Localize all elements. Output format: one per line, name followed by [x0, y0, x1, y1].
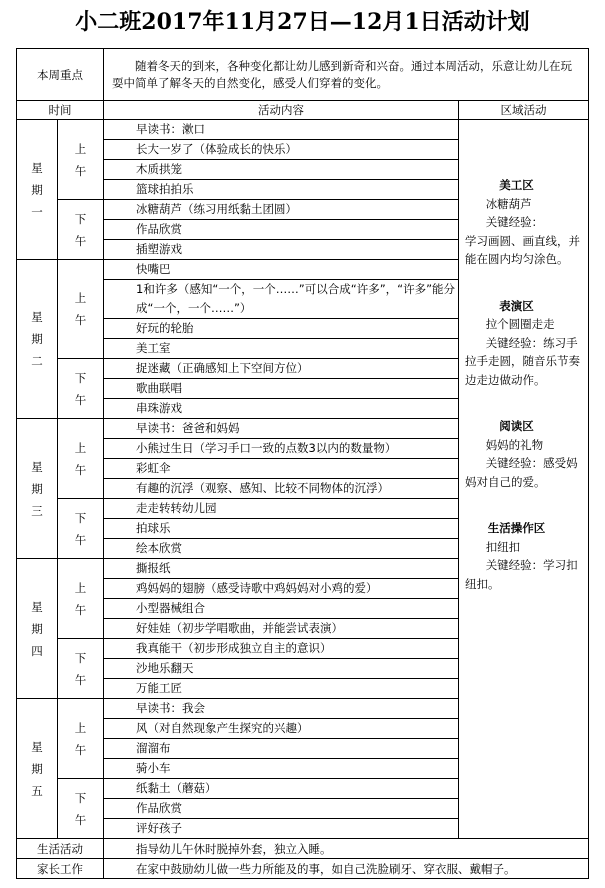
focus-text: 随着冬天的到来，各种变化都让幼儿感到新奇和兴奋。通过本周活动，乐意让幼儿在玩耍中简单了解冬天的自然变化，感受人们穿着的变化。 — [104, 49, 589, 101]
activity-item: 走走转转幼儿园 — [104, 499, 459, 519]
activity-item: 快嘴巴 — [104, 260, 459, 280]
day-label-char: 星 — [31, 160, 43, 175]
day-label — [17, 559, 58, 699]
area-exp: 关键经验： — [485, 215, 544, 229]
morning-label-char: 午 — [74, 163, 87, 178]
morning-label — [58, 419, 104, 499]
activity-item: 纸黏土（蘑菇） — [104, 779, 459, 799]
afternoon-label — [58, 359, 104, 419]
activity-item: 小型器械组合 — [104, 599, 459, 619]
activity-item: 拍球乐 — [104, 519, 459, 539]
activity-plan-table — [16, 48, 589, 879]
area-title: 美工区 — [499, 178, 534, 192]
day-label-char: 二 — [31, 354, 43, 368]
afternoon-label — [58, 200, 104, 260]
header-area: 区域活动 — [459, 101, 589, 120]
activity-item: 小熊过生日（学习手口一致的点数3以内的数量物） — [104, 439, 459, 459]
day-label — [17, 260, 58, 419]
afternoon-label-char: 下 — [74, 650, 87, 665]
activity-item: 彩虹伞 — [104, 459, 459, 479]
activity-item: 1和许多（感知“一个，一个……”可以合成“许多”，“许多”能分成“一个，一个……”） — [104, 280, 459, 319]
activity-item: 好娃娃（初步学唱歌曲，并能尝试表演） — [104, 619, 459, 639]
morning-label-char: 午 — [74, 742, 87, 757]
afternoon-label-char: 午 — [74, 532, 87, 547]
activity-item: 万能工匠 — [104, 679, 459, 699]
header-content: 活动内容 — [104, 101, 459, 120]
morning-label — [58, 699, 104, 779]
day-label-char: 星 — [31, 599, 43, 614]
activity-item: 美工室 — [104, 339, 459, 359]
day-label — [17, 699, 58, 839]
activity-item: 作品欣赏 — [104, 220, 459, 240]
activity-item: 溜溜布 — [104, 739, 459, 759]
area-block — [465, 176, 582, 269]
activity-item: 早读书：漱口 — [104, 120, 459, 140]
afternoon-label-char: 下 — [74, 790, 87, 805]
area-block — [465, 297, 582, 390]
area-block — [465, 417, 582, 491]
afternoon-label-char: 午 — [74, 812, 87, 827]
activity-item: 歌曲联唱 — [104, 379, 459, 399]
activity-item: 风（对自然现象产生探究的兴趣） — [104, 719, 459, 739]
afternoon-label-char: 下 — [74, 510, 87, 525]
day-label-char: 一 — [31, 204, 43, 219]
area-item: 扣纽扣 — [485, 539, 521, 554]
morning-label-char: 午 — [74, 462, 87, 477]
area-desc: 学习画圆、画直线，并能在圆内均匀涂色。 — [465, 233, 580, 266]
activity-item: 篮球拍拍乐 — [104, 180, 459, 200]
day-label-char: 期 — [31, 332, 43, 346]
morning-label — [58, 559, 104, 639]
afternoon-label-char: 下 — [74, 211, 87, 226]
area-exp: 关键经验：学习扣纽扣。 — [465, 558, 578, 591]
day-label-char: 三 — [31, 503, 43, 518]
day-label — [17, 419, 58, 559]
day-label-char: 星 — [31, 459, 43, 474]
activity-item: 插塑游戏 — [104, 240, 459, 260]
day-label — [17, 120, 58, 260]
activity-item: 早读书：我会 — [104, 699, 459, 719]
afternoon-label — [58, 779, 104, 839]
area-title: 生活操作区 — [487, 521, 546, 535]
home-text: 在家中鼓励幼儿做一些力所能及的事，如自己洗脸刷牙、穿衣服、戴帽子。 — [104, 859, 589, 879]
page-title: 小二班2017年11月27日—12月1日活动计划 — [75, 9, 530, 35]
morning-label-char: 上 — [74, 440, 87, 455]
area-block — [465, 519, 582, 593]
activity-item: 作品欣赏 — [104, 799, 459, 819]
activity-item: 鸡妈妈的翅膀（感受诗歌中鸡妈妈对小鸡的爱） — [104, 579, 459, 599]
activity-item: 串珠游戏 — [104, 399, 459, 419]
morning-label-char: 午 — [74, 602, 87, 617]
morning-label-char: 上 — [74, 141, 87, 156]
day-label-char: 五 — [31, 783, 43, 798]
home-label: 家长工作 — [17, 859, 104, 879]
area-item: 冰糖葫芦 — [485, 196, 532, 211]
activity-item: 绘本欣赏 — [104, 539, 459, 559]
activity-item: 捉迷藏（正确感知上下空间方位） — [104, 359, 459, 379]
activity-item: 骑小车 — [104, 759, 459, 779]
morning-label — [58, 260, 104, 359]
afternoon-label-char: 午 — [74, 233, 87, 248]
afternoon-label-char: 午 — [74, 392, 87, 407]
focus-label: 本周重点 — [17, 49, 104, 101]
activity-item: 长大一岁了（体验成长的快乐） — [104, 140, 459, 160]
header-time: 时间 — [17, 101, 104, 120]
life-label: 生活活动 — [17, 839, 104, 859]
day-label-char: 星 — [31, 310, 43, 324]
activity-item: 评好孩子 — [104, 819, 459, 839]
activity-item: 早读书：爸爸和妈妈 — [104, 419, 459, 439]
day-label-char: 四 — [31, 643, 43, 658]
morning-label — [58, 120, 104, 200]
area-exp: 关键经验：感受妈妈对自己的爱。 — [465, 456, 578, 489]
morning-label-char: 午 — [74, 313, 87, 327]
morning-label-char: 上 — [74, 580, 87, 595]
morning-label-char: 上 — [74, 720, 87, 735]
activity-item: 冰糖葫芦（练习用纸黏土团圆） — [104, 200, 459, 220]
day-label-char: 星 — [31, 739, 43, 754]
afternoon-label-char: 下 — [74, 370, 87, 385]
activity-item: 有趣的沉浮（观察、感知、比较不同物体的沉浮） — [104, 479, 459, 499]
day-label-char: 期 — [31, 182, 43, 197]
activity-item: 木质拱笼 — [104, 160, 459, 180]
activity-item: 我真能干（初步形成独立自主的意识） — [104, 639, 459, 659]
afternoon-label — [58, 639, 104, 699]
day-label-char: 期 — [31, 481, 43, 496]
area-activities — [459, 120, 589, 839]
area-item: 妈妈的礼物 — [485, 437, 544, 452]
afternoon-label-char: 午 — [74, 672, 87, 687]
activity-item: 撕报纸 — [104, 559, 459, 579]
area-title: 阅读区 — [499, 419, 534, 433]
activity-item: 好玩的轮胎 — [104, 319, 459, 339]
day-label-char: 期 — [31, 621, 43, 636]
day-label-char: 期 — [31, 761, 43, 776]
area-item: 拉个圆圈走走 — [485, 317, 555, 331]
afternoon-label — [58, 499, 104, 559]
area-title: 表演区 — [499, 298, 534, 313]
life-text: 指导幼儿午休时脱掉外套，独立入睡。 — [104, 839, 589, 859]
activity-item: 沙地乐翻天 — [104, 659, 459, 679]
morning-label-char: 上 — [74, 291, 87, 305]
area-exp: 关键经验：练习手拉手走圆，随音乐节奏边走边做动作。 — [465, 335, 580, 387]
